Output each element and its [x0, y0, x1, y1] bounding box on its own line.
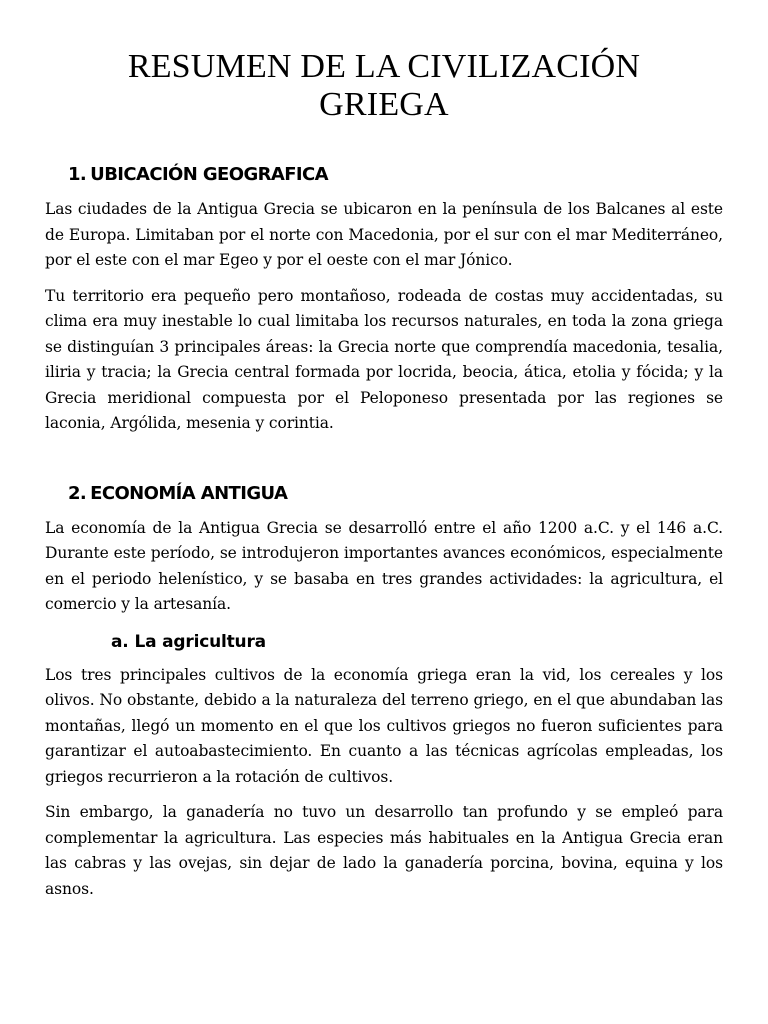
section-number: 1. — [68, 164, 87, 185]
subsection-letter: a. — [111, 631, 129, 652]
document-title — [45, 48, 723, 124]
document-page — [45, 48, 723, 902]
paragraph-agricultura-2: Sin embargo, la ganadería no tuvo un desarrollo tan profundo y se empleó para complementar la agricultura. Las especies más habituales en la Antigua Grecia eran las cabras y las ovejas, sin dejar de lado la ganadería porcina, bovina, equina y los asnos. — [45, 803, 723, 898]
paragraph-ubicacion-2: Tu territorio era pequeño pero montañoso, rodeada de costas muy accidentadas, su clima era muy inestable lo cual limitaba los recursos naturales, en toda la zona griega se distinguían 3 principales áreas: la Grecia norte que comprendía macedonia, tesalia, iliria y tracia; la Grecia central formada por locrida, beocia, ática, etolia y fócida; y la Grecia meridional compuesta por el Peloponeso presentada por las regiones se laconia, Argólida, mesenia y corintia. — [45, 286, 723, 432]
title-line-2: GRIEGA — [319, 86, 449, 123]
paragraph-ubicacion-1: Las ciudades de la Antigua Grecia se ubicaron en la península de los Balcanes al este de Europa. Limitaban por el norte con Macedonia, por el sur con el mar Mediterráneo, por el este con el mar Egeo y por el oeste con el mar Jónico. — [45, 200, 723, 269]
section-heading-economia — [68, 482, 723, 506]
subsection-heading-text: La agricultura — [134, 631, 266, 652]
paragraph-economia-1: La economía de la Antigua Grecia se desarrolló entre el año 1200 a.C. y el 146 a.C. Durante este período, se introdujeron importantes avances económicos, especialmente en el periodo helenístico, y se basaba en tres grandes actividades: la agricultura, el comercio y la artesanía. — [45, 518, 723, 613]
paragraph-agricultura-1: Los tres principales cultivos de la economía griega eran la vid, los cereales y los olivos. No obstante, debido a la naturaleza del terreno griego, en el que abundaban las montañas, llegó un momento en el que los cultivos griegos no fueron suficientes para garantizar el autoabastecimiento. En cuanto a las técnicas agrícolas empleadas, los griegos recurrieron a la rotación de cultivos. — [45, 665, 723, 786]
subsection-heading-agricultura — [111, 630, 723, 654]
section-number: 2. — [68, 482, 87, 504]
section-heading-ubicacion — [68, 163, 723, 187]
section-heading-text: ECONOMÍA ANTIGUA — [90, 482, 288, 504]
section-heading-text: UBICACIÓN GEOGRAFICA — [90, 164, 328, 185]
title-line-1: RESUMEN DE LA CIVILIZACIÓN — [127, 48, 641, 85]
